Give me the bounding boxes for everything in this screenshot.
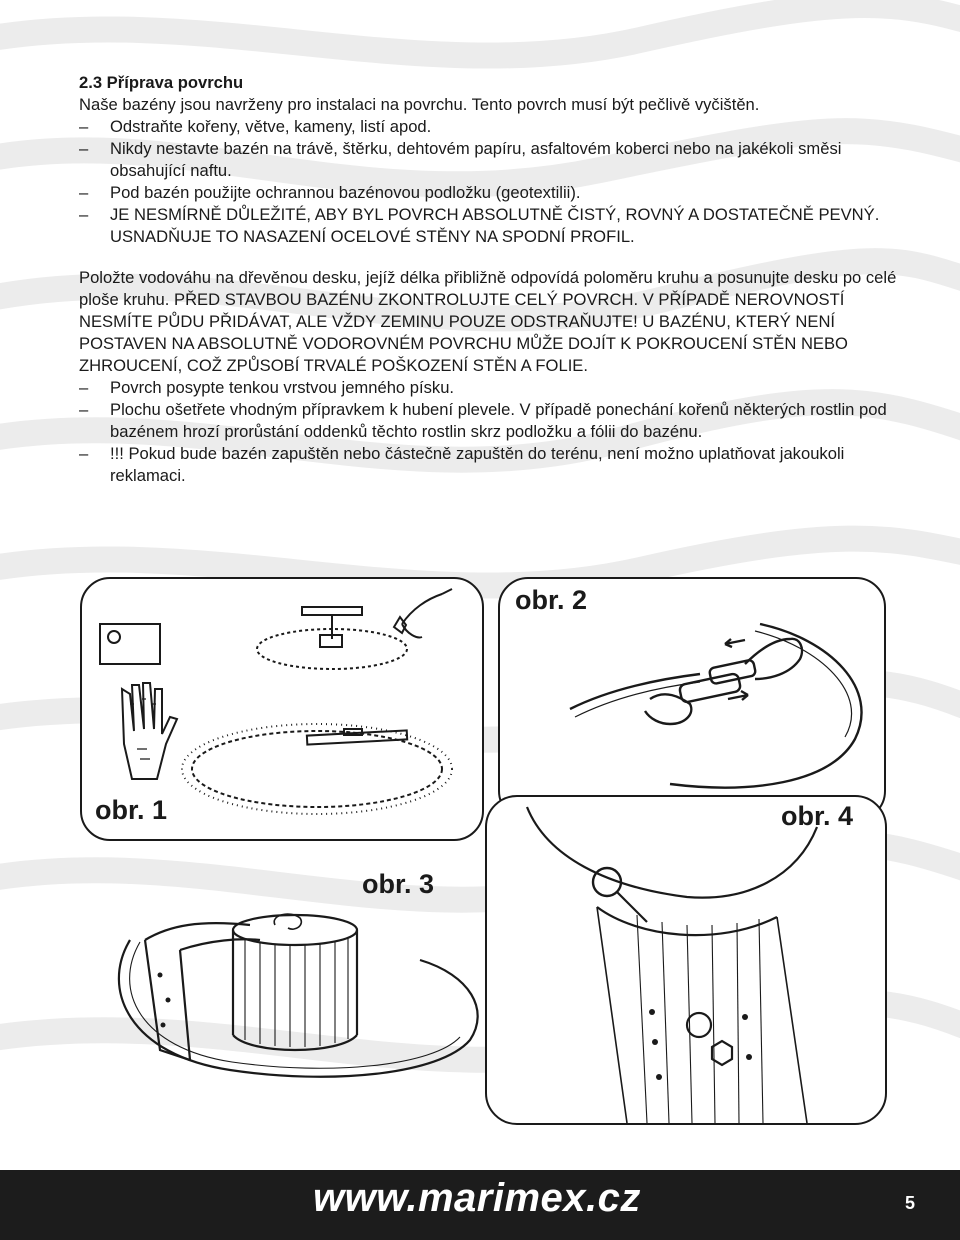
section-text (79, 72, 899, 487)
dash-bullet: – (79, 183, 89, 202)
list-item-text: !!! Pokud bude bazén zapuštěn nebo částečně zapuštěn do terénu, není možno uplatňovat jakoukoli reklamaci. (110, 444, 845, 485)
dash-bullet: – (79, 139, 89, 158)
list-item (79, 399, 899, 443)
intro-text: Naše bazény jsou navrženy pro instalaci na povrchu. Tento povrch musí být pečlivě vyčištěn. (79, 95, 760, 114)
figure-4-label: obr. 4 (781, 801, 854, 831)
list-item (79, 182, 899, 204)
page-number: 5 (905, 1193, 916, 1213)
unrolled-wall-illustration (100, 880, 500, 1110)
page-footer (0, 1170, 960, 1240)
list-item (79, 443, 899, 487)
list-item-text: Odstraňte kořeny, větve, kameny, listí apod. (110, 117, 432, 136)
figure-3-4-panel (485, 795, 887, 1125)
list-item-text: JE NESMÍRNĚ DŮLEŽITÉ, ABY BYL POVRCH ABSOLUTNĚ ČISTÝ, ROVNÝ A DOSTATEČNĚ PEVNÝ. USNADŇUJE TO NASAZENÍ OCELOVÉ STĚNY NA SPODNÍ PROFIL. (110, 205, 880, 246)
dash-bullet: – (79, 400, 89, 419)
list-item-text: Povrch posypte tenkou vrstvou jemného písku. (110, 378, 455, 397)
dash-bullet: – (79, 378, 89, 397)
wall-bolt-illustration (487, 797, 885, 1123)
list-item-text: Pod bazén použijte ochrannou bazénovou podložku (geotextilii). (110, 183, 581, 202)
list-item-text: Nikdy nestavte bazén na trávě, štěrku, dehtovém papíru, asfaltovém koberci nebo na jakékoli směsi obsahující naftu. (110, 139, 842, 180)
figure-1-label: obr. 1 (95, 795, 168, 825)
section-heading: 2.3 Příprava povrchu (79, 73, 244, 92)
list-item (79, 204, 899, 248)
paragraph-text: Položte vodováhu na dřevěnou desku, jejíž délka přibližně odpovídá poloměru kruhu a posunujte desku po celé ploše kruhu. PŘED STAVBOU BAZÉNU ZKONTROLUJTE CELÝ POVRCH. V PŘÍPADĚ NEROVNOSTÍ NESMÍTE PŮDU PŘIDÁVAT, ALE VŽDY ZEMINU POUZE ODSTRAŇUJTE! U BAZÉNU, KTERÝ NENÍ POSTAVEN NA ABSOLUTNĚ VODOROVNÉM POVRCHU MŮŽE DOJÍT K POKROUCENÍ STĚN NEBO ZHROUCENÍ, COŽ ZPŮSOBÍ TRVALÉ POŠKOZENÍ STĚN A FOLIE. (79, 268, 897, 375)
dash-bullet: – (79, 117, 89, 136)
list-item (79, 116, 899, 138)
figure-3-label: obr. 3 (362, 869, 435, 899)
footer-website: www.marimex.cz (313, 1176, 641, 1220)
dash-bullet: – (79, 444, 89, 463)
list-item (79, 377, 899, 399)
list-item (79, 138, 899, 182)
dash-bullet: – (79, 205, 89, 224)
figure-2-label: obr. 2 (515, 585, 588, 615)
list-item-text: Plochu ošetřete vhodným přípravkem k hubení plevele. V případě ponechání kořenů některých rostlin pod bazénem hrozí prorůstání oddenků těchto rostlin skrz podložku a fólii do bazénu. (110, 400, 887, 441)
